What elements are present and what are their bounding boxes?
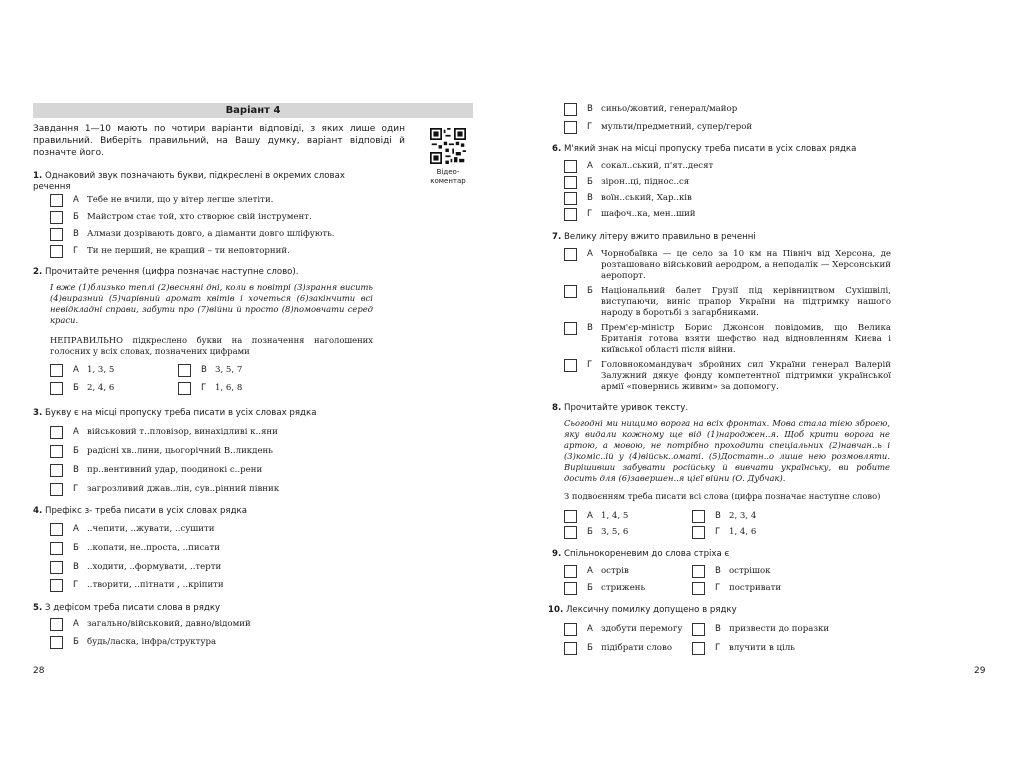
q10-option-c[interactable]: В призвести до поразки bbox=[692, 624, 829, 640]
q5-option-c[interactable]: В синьо/жовтий, генерал/майор bbox=[564, 104, 737, 120]
q6-option-d[interactable]: Г шафоч..ка, мен..ший bbox=[564, 209, 696, 225]
qr-code-icon[interactable] bbox=[430, 128, 466, 164]
answer-checkbox[interactable] bbox=[50, 579, 63, 592]
question-8-stem: Прочитайте уривок тексту. bbox=[563, 403, 689, 413]
q6-option-c[interactable]: В воїн..ський, Хар..ків bbox=[564, 193, 692, 209]
q7-option-d[interactable]: Г Головнокомандувач збройних сил України генерал Валерій Залужний дякує фонду компетентної підтримки української армії «повернись живим» за допомогу. bbox=[564, 360, 894, 394]
answer-checkbox[interactable] bbox=[50, 636, 63, 649]
qr-label: Відео- коментар bbox=[430, 168, 466, 185]
answer-checkbox[interactable] bbox=[564, 526, 577, 539]
page-number-left: 28 bbox=[33, 666, 45, 676]
answer-checkbox[interactable] bbox=[50, 445, 63, 458]
answer-checkbox[interactable] bbox=[50, 561, 63, 574]
answer-checkbox[interactable] bbox=[50, 382, 63, 395]
q2-option-d[interactable]: Г 1, 6, 8 bbox=[178, 383, 242, 399]
answer-checkbox[interactable] bbox=[692, 582, 705, 595]
answer-checkbox[interactable] bbox=[178, 382, 191, 395]
q8-option-c[interactable]: В 2, 3, 4 bbox=[692, 511, 756, 527]
q3-option-a[interactable]: А військовий т..пловізор, винахідливі к..яни bbox=[50, 427, 278, 443]
answer-checkbox[interactable] bbox=[50, 211, 63, 224]
question-4: 4. Префікс з- треба писати в усіх словах рядка bbox=[33, 506, 247, 516]
q3-option-c[interactable]: В пр..вентивний удар, поодинокі с..рени bbox=[50, 465, 262, 481]
answer-checkbox[interactable] bbox=[564, 322, 577, 335]
question-9: 9. Спільнокореневим до слова стріха є bbox=[552, 549, 730, 559]
answer-checkbox[interactable] bbox=[692, 510, 705, 523]
q2-option-a[interactable]: А 1, 3, 5 bbox=[50, 365, 114, 381]
question-3-stem: Букву є на місці пропуску треба писати в усіх словах рядка bbox=[44, 408, 317, 418]
q2-option-c[interactable]: В 3, 5, 7 bbox=[178, 365, 242, 381]
q5-option-a[interactable]: А загально/військовий, давно/відомий bbox=[50, 619, 251, 635]
q7-option-a[interactable]: А Чорнобаївка — це село за 10 км на Північ від Херсона, де розташовано військовий аеродром, а неподалік — Херсонський аеропорт. bbox=[564, 249, 894, 283]
question-5-stem: З дефісом треба писати слова в рядку bbox=[44, 603, 221, 613]
answer-checkbox[interactable] bbox=[692, 642, 705, 655]
question-8: 8. Прочитайте уривок тексту. bbox=[552, 403, 689, 413]
answer-checkbox[interactable] bbox=[564, 192, 577, 205]
q8-passage: Сьогодні ми нищимо ворога на всіх фронтах. Мова стала тією зброєю, яку видали кожному ще від (1)народжен..я. Щоб крити ворога не артою, а мовою, не потрібно проходити спеціальних (2)навчан..ь і (3)коміс..ій у (4)військ..оматі. (5)Достатн..о лише нею розмовляти. Вирішивши забувати російську й вивчати українську, ви робите досить для (6)завершен..я цієї війни (О. Дубчак). bbox=[564, 418, 890, 483]
question-2: 2. Прочитайте речення (цифра позначає наступне слово). bbox=[33, 267, 299, 277]
question-3: 3. Букву є на місці пропуску треба писати в усіх словах рядка bbox=[33, 408, 317, 418]
q2-option-b[interactable]: Б 2, 4, 6 bbox=[50, 383, 114, 399]
q5-option-d[interactable]: Г мульти/предметний, супер/герой bbox=[564, 122, 752, 138]
q8-option-a[interactable]: А 1, 4, 5 bbox=[564, 511, 628, 527]
q2-passage: І вже (1)близько теплі (2)весняні дні, коли в повітрі (3)зрання висить (4)виразний (5)чарівний аромат квітів і хочеться (6)закінчити всі невідкладні справи, забути про (7)війни й просто (8)помовчати серед краси. bbox=[50, 282, 373, 325]
q4-option-a[interactable]: А ..чепити, ..жувати, ..сушити bbox=[50, 524, 215, 540]
answer-checkbox[interactable] bbox=[564, 359, 577, 372]
page-number-right: 29 bbox=[974, 666, 986, 676]
answer-checkbox[interactable] bbox=[50, 194, 63, 207]
q2-question: НЕПРАВИЛЬНО підкреслено букви на позначення наголошених голосних у всіх словах, позначених цифрами bbox=[50, 335, 373, 356]
answer-checkbox[interactable] bbox=[564, 642, 577, 655]
answer-checkbox[interactable] bbox=[564, 510, 577, 523]
q10-option-a[interactable]: А здобути перемогу bbox=[564, 624, 682, 640]
question-1-stem: Однаковий звук позначають букви, підкреслені в окремих словах речення bbox=[33, 171, 345, 192]
q7-option-b[interactable]: Б Національний балет Грузії під керівництвом Сухішвілі, виступаючи, виніс прапор України на підтримку нашого народу в боротьбі з загарбниками. bbox=[564, 286, 894, 320]
answer-checkbox[interactable] bbox=[564, 582, 577, 595]
question-10: 10. Лексичну помилку допущено в рядку bbox=[548, 605, 737, 615]
answer-checkbox[interactable] bbox=[50, 542, 63, 555]
answer-checkbox[interactable] bbox=[564, 176, 577, 189]
answer-checkbox[interactable] bbox=[50, 618, 63, 631]
variant-title: Варіант 4 bbox=[33, 103, 473, 118]
q1-option-b[interactable]: Б Майстром стає той, хто створює свій інструмент. bbox=[50, 212, 312, 228]
q8-question: З подвоєнням треба писати всі слова (цифра позначає наступне слово) bbox=[564, 491, 881, 501]
answer-checkbox[interactable] bbox=[564, 121, 577, 134]
q4-option-d[interactable]: Г ..творити, ..пітнати , ..кріпити bbox=[50, 580, 224, 596]
question-10-stem: Лексичну помилку допущено в рядку bbox=[565, 605, 737, 615]
q9-option-c[interactable]: В острішок bbox=[692, 566, 771, 582]
answer-checkbox[interactable] bbox=[50, 228, 63, 241]
q4-option-b[interactable]: Б ..копати, не..проста, ..писати bbox=[50, 543, 220, 559]
q3-option-d[interactable]: Г загрозливий джав..лін, сув..рінний півник bbox=[50, 484, 279, 500]
answer-checkbox[interactable] bbox=[50, 426, 63, 439]
answer-checkbox[interactable] bbox=[564, 248, 577, 261]
q4-option-c[interactable]: В ..ходити, ..формувати, ..терти bbox=[50, 562, 221, 578]
q7-option-c[interactable]: В Прем'єр-міністр Борис Джонсон повідомив, що Велика Британія готова взяти шефство над відновленням Києва і київської області після війни. bbox=[564, 323, 894, 357]
q5-option-b[interactable]: Б будь/ласка, інфра/структура bbox=[50, 637, 216, 653]
q8-option-b[interactable]: Б 3, 5, 6 bbox=[564, 527, 628, 543]
answer-checkbox[interactable] bbox=[178, 364, 191, 377]
answer-checkbox[interactable] bbox=[50, 245, 63, 258]
question-4-stem: Префікс з- треба писати в усіх словах рядка bbox=[44, 506, 247, 516]
q9-option-d[interactable]: Г постривати bbox=[692, 583, 781, 599]
answer-checkbox[interactable] bbox=[50, 464, 63, 477]
answer-checkbox[interactable] bbox=[50, 364, 63, 377]
answer-checkbox[interactable] bbox=[564, 285, 577, 298]
q9-option-a[interactable]: А острів bbox=[564, 566, 629, 582]
question-7-stem: Велику літеру вжито правильно в реченні bbox=[563, 232, 756, 242]
q10-option-d[interactable]: Г влучити в ціль bbox=[692, 643, 795, 659]
question-6-stem: М'який знак на місці пропуску треба писати в усіх словах рядка bbox=[563, 144, 857, 154]
question-1: 1. Однаковий звук позначають букви, підкреслені в окремих словах речення bbox=[33, 171, 345, 192]
q10-option-b[interactable]: Б підібрати слово bbox=[564, 643, 672, 659]
q1-option-d[interactable]: Г Ти не перший, не кращий – ти неповторний. bbox=[50, 246, 290, 262]
q3-option-b[interactable]: Б радісні хв..лини, цьогорічний В..ликдень bbox=[50, 446, 273, 462]
answer-checkbox[interactable] bbox=[564, 208, 577, 221]
answer-checkbox[interactable] bbox=[50, 483, 63, 496]
q8-option-d[interactable]: Г 1, 4, 6 bbox=[692, 527, 756, 543]
question-2-stem: Прочитайте речення (цифра позначає наступне слово). bbox=[44, 267, 299, 277]
answer-checkbox[interactable] bbox=[564, 623, 577, 636]
q6-option-a[interactable]: А сокал..ський, п'ят..десят bbox=[564, 161, 713, 177]
q9-option-b[interactable]: Б стрижень bbox=[564, 583, 645, 599]
question-7: 7. Велику літеру вжито правильно в реченні bbox=[552, 232, 756, 242]
question-9-stem: Спільнокореневим до слова стріха є bbox=[563, 549, 730, 559]
q1-option-c[interactable]: В Алмази дозрівають довго, а діаманти довго шліфують. bbox=[50, 229, 334, 245]
right-page bbox=[512, 0, 1024, 768]
q6-option-b[interactable]: Б зірон..ці, піднос..ся bbox=[564, 177, 689, 193]
answer-checkbox[interactable] bbox=[50, 523, 63, 536]
answer-checkbox[interactable] bbox=[564, 103, 577, 116]
instructions: Завдання 1—10 мають по чотири варіанти відповіді, з яких лише один правильний. Виберіть правильний, на Вашу думку, варіант відповіді й позначте його. bbox=[33, 124, 405, 158]
answer-checkbox[interactable] bbox=[564, 160, 577, 173]
answer-checkbox[interactable] bbox=[692, 526, 705, 539]
q1-option-a[interactable]: А Тебе не вчили, що у вітер легше злетіти. bbox=[50, 195, 273, 211]
answer-checkbox[interactable] bbox=[564, 565, 577, 578]
question-5: 5. З дефісом треба писати слова в рядку bbox=[33, 603, 221, 613]
answer-checkbox[interactable] bbox=[692, 623, 705, 636]
answer-checkbox[interactable] bbox=[692, 565, 705, 578]
question-6: 6. М'який знак на місці пропуску треба писати в усіх словах рядка bbox=[552, 144, 857, 154]
